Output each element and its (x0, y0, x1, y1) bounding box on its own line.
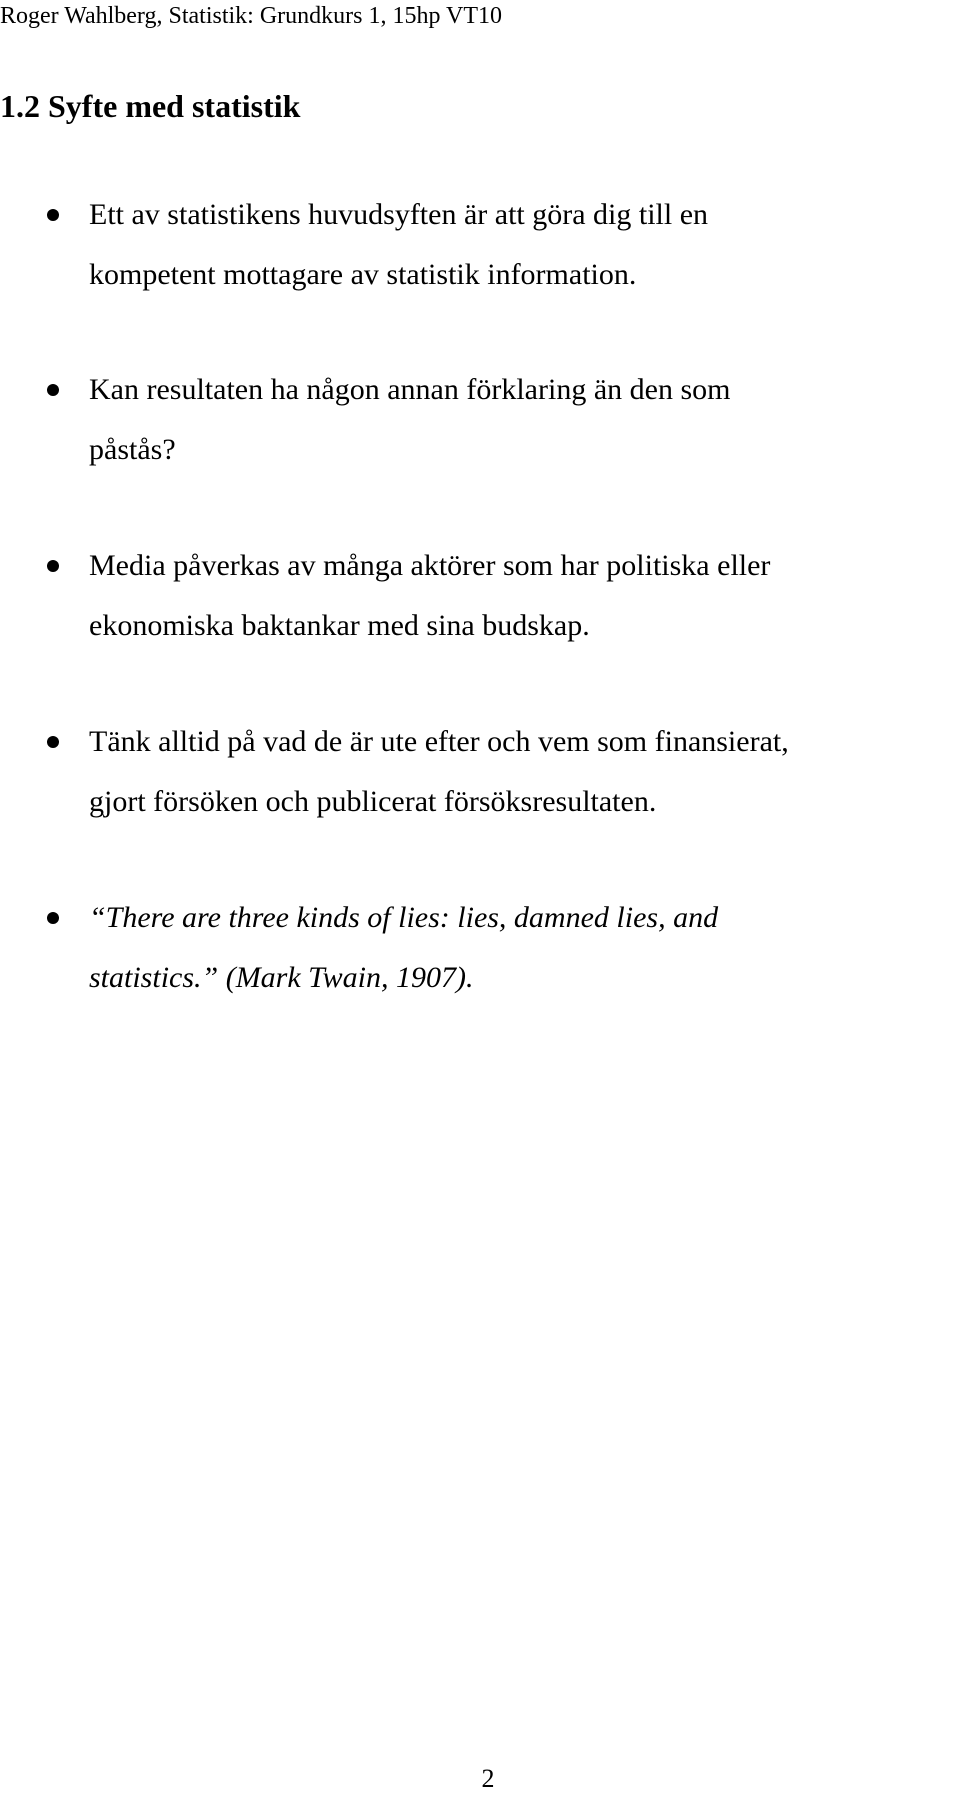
bullet-line: “There are three kinds of lies: lies, damned lies, and (89, 901, 719, 934)
bullet-line: ekonomiska baktankar med sina budskap. (89, 609, 590, 642)
running-header: Roger Wahlberg, Statistik: Grundkurs 1, 15hp VT10 (0, 3, 503, 29)
bullet-text (89, 185, 960, 305)
bullet-line: statistics.” (Mark Twain, 1907). (89, 961, 474, 994)
bullet-line: Tänk alltid på vad de är ute efter och vem som finansierat, (89, 725, 789, 758)
bullet-dot-icon (47, 736, 59, 748)
bullet-line: Ett av statistikens huvudsyften är att göra dig till en (89, 198, 709, 231)
bullet-text (89, 360, 960, 480)
bullet-line: påstås? (89, 433, 176, 466)
bullet-line: Media påverkas av många aktörer som har politiska eller (89, 549, 771, 582)
bullet-text (89, 536, 960, 656)
bullet-dot-icon (47, 209, 59, 221)
bullet-text (89, 712, 960, 832)
bullet-dot-icon (47, 560, 59, 572)
section-title: 1.2 Syfte med statistik (0, 88, 301, 124)
bullet-line: Kan resultaten ha någon annan förklaring än den som (89, 373, 731, 406)
bullet-line: gjort försöken och publicerat försöksresultaten. (89, 785, 657, 818)
bullet-dot-icon (47, 384, 59, 396)
bullet-dot-icon (47, 912, 59, 924)
quote-text (89, 888, 960, 1008)
bullet-line: kompetent mottagare av statistik information. (89, 258, 637, 291)
page-number: 2 (481, 1764, 495, 1793)
